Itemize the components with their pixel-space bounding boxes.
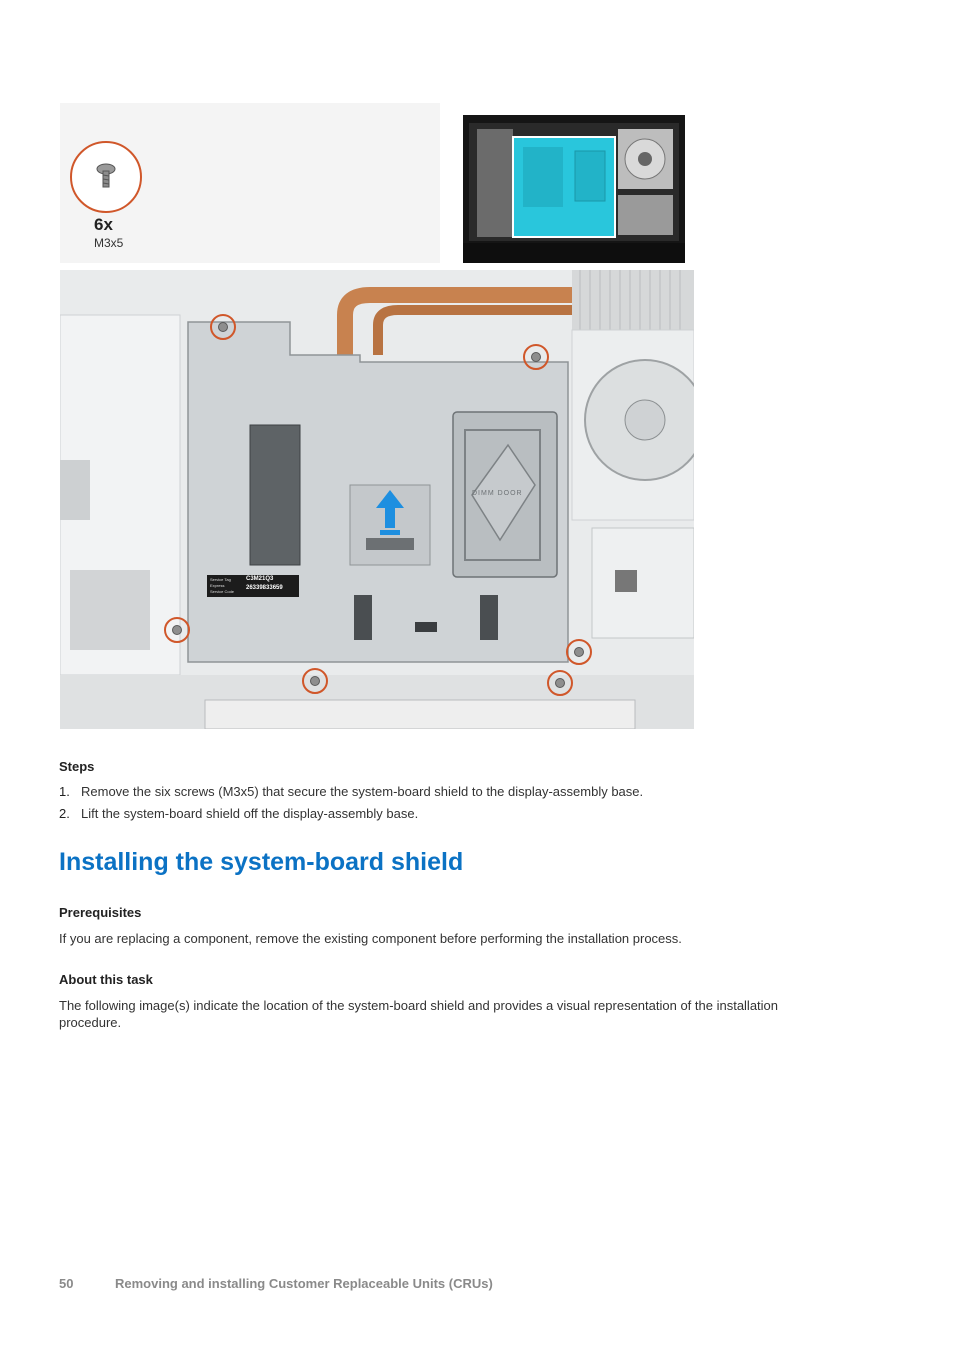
screw-marker-6 bbox=[547, 670, 573, 696]
dimm-door-label: DIMM DOOR bbox=[472, 490, 523, 497]
screw-marker-4 bbox=[566, 639, 592, 665]
overview-illustration bbox=[463, 115, 685, 263]
service-code-key: Service Code bbox=[210, 589, 235, 594]
service-tag-value: C3M21Q3 bbox=[246, 576, 274, 582]
service-tag-key: Service Tag bbox=[210, 577, 231, 582]
express-code-value: 26339833659 bbox=[246, 585, 283, 591]
screw-icon bbox=[72, 143, 140, 211]
page-number: 50 bbox=[59, 1276, 74, 1291]
steps-heading: Steps bbox=[59, 759, 95, 774]
screw-callout-panel bbox=[60, 103, 440, 263]
screw-marker-3 bbox=[164, 617, 190, 643]
lift-arrow-icon bbox=[374, 488, 406, 540]
step-text: Lift the system-board shield off the display-assembly base. bbox=[81, 806, 419, 821]
about-task-text-line1: The following image(s) indicate the location of the system-board shield and provides a visual representation of the installation bbox=[59, 998, 779, 1013]
step-number: 2. bbox=[59, 806, 70, 821]
screw-callout-circle bbox=[70, 141, 142, 213]
screw-marker-5 bbox=[302, 668, 328, 694]
screw-marker-2 bbox=[523, 344, 549, 370]
about-task-heading: About this task bbox=[59, 972, 153, 987]
step-text: Remove the six screws (M3x5) that secure the system-board shield to the display-assembly base. bbox=[81, 784, 644, 799]
screw-size: M3x5 bbox=[94, 236, 124, 250]
screw-marker-1 bbox=[210, 314, 236, 340]
section-title: Installing the system-board shield bbox=[59, 848, 464, 876]
prerequisites-heading: Prerequisites bbox=[59, 905, 142, 920]
step-number: 1. bbox=[59, 784, 70, 799]
overview-thumbnail bbox=[463, 115, 685, 263]
express-key: Express bbox=[210, 583, 225, 588]
screw-quantity: 6x bbox=[94, 215, 113, 234]
removal-figure bbox=[60, 103, 694, 729]
prerequisites-text: If you are replacing a component, remove the existing component before performing the installation process. bbox=[59, 931, 682, 946]
main-photo bbox=[60, 270, 694, 729]
chapter-title: Removing and installing Customer Replaceable Units (CRUs) bbox=[115, 1276, 493, 1291]
about-task-text-line2: procedure. bbox=[59, 1015, 122, 1030]
